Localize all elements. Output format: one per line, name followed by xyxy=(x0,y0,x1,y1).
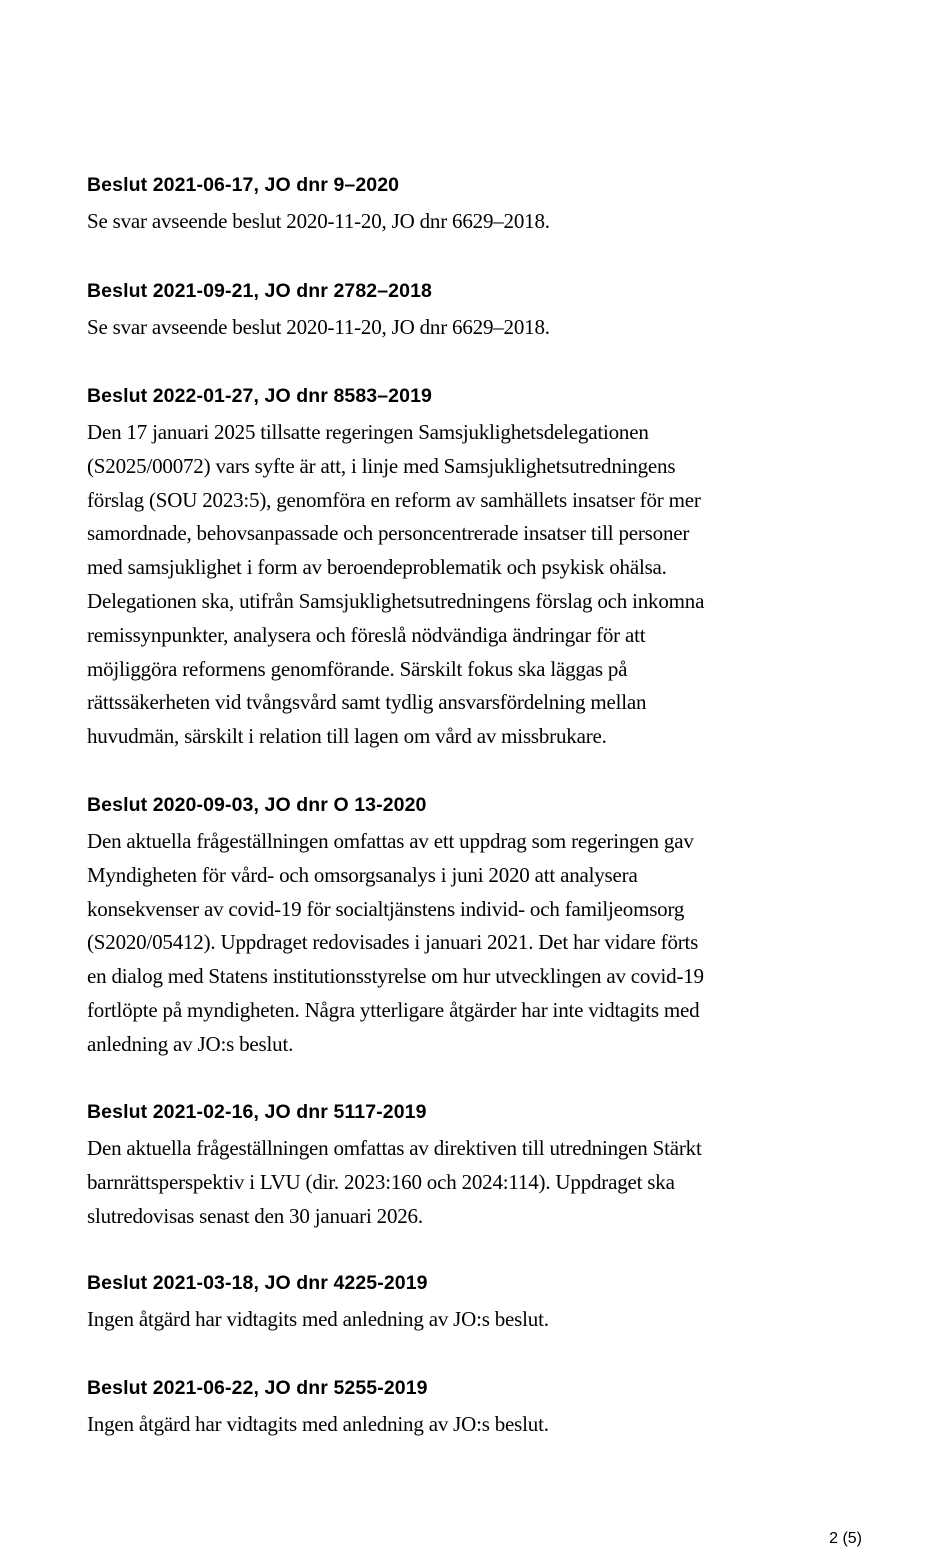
text-line: Myndigheten för vård- och omsorgsanalys i juni 2020 att analysera xyxy=(87,862,638,887)
section-body xyxy=(87,1303,549,1337)
text-line: slutredovisas senast den 30 januari 2026. xyxy=(87,1203,423,1228)
text-line: (S2025/00072) vars syfte är att, i linje med Samsjuklighetsutredningens xyxy=(87,453,676,478)
text-line: Ingen åtgärd har vidtagits med anledning av JO:s beslut. xyxy=(87,1307,549,1331)
text-line: barnrättsperspektiv i LVU (dir. 2023:160 och 2024:114). Uppdraget ska xyxy=(87,1169,675,1194)
text-line: fortlöpte på myndigheten. Några ytterligare åtgärder har inte vidtagits med xyxy=(87,997,700,1022)
decision-section xyxy=(87,1098,702,1233)
text-line: möjliggöra reformens genomförande. Särskilt fokus ska läggas på xyxy=(87,656,628,681)
text-line: Den aktuella frågeställningen omfattas av direktiven till utredningen Stärkt xyxy=(87,1136,702,1160)
section-heading: Beslut 2022-01-27, JO dnr 8583–2019 xyxy=(87,385,432,407)
section-heading: Beslut 2021-06-17, JO dnr 9–2020 xyxy=(87,174,400,196)
text-line: Den 17 januari 2025 tillsatte regeringen Samsjuklighetsdelegationen xyxy=(87,420,649,444)
text-line: Se svar avseende beslut 2020-11-20, JO dnr 6629–2018. xyxy=(87,209,550,233)
decision-section xyxy=(87,382,704,754)
section-body xyxy=(87,1408,549,1442)
decision-section xyxy=(87,1374,549,1442)
text-line: med samsjuklighet i form av beroendeproblematik och psykisk ohälsa. xyxy=(87,555,667,580)
text-line: Ingen åtgärd har vidtagits med anledning av JO:s beslut. xyxy=(87,1412,549,1436)
text-line: anledning av JO:s beslut. xyxy=(87,1031,294,1056)
decision-section xyxy=(87,171,550,239)
section-heading: Beslut 2021-06-22, JO dnr 5255-2019 xyxy=(87,1377,428,1399)
text-line: huvudmän, särskilt i relation till lagen om vård av missbrukare. xyxy=(87,724,607,749)
text-line: rättssäkerheten vid tvångsvård samt tydlig ansvarsfördelning mellan xyxy=(87,690,647,715)
decision-section xyxy=(87,791,704,1062)
text-line: en dialog med Statens institutionsstyrelse om hur utvecklingen av covid-19 xyxy=(87,964,704,989)
text-line: samordnade, behovsanpassade och personcentrerade insatser till personer xyxy=(87,521,690,546)
section-body xyxy=(87,416,704,754)
section-heading: Beslut 2021-02-16, JO dnr 5117-2019 xyxy=(87,1101,427,1123)
section-heading: Beslut 2020-09-03, JO dnr O 13-2020 xyxy=(87,794,427,816)
text-line: remissynpunkter, analysera och föreslå nödvändiga ändringar för att xyxy=(87,622,646,647)
text-line: (S2020/05412). Uppdraget redovisades i januari 2021. Det har vidare förts xyxy=(87,930,699,955)
section-heading: Beslut 2021-03-18, JO dnr 4225-2019 xyxy=(87,1272,428,1294)
text-line: Se svar avseende beslut 2020-11-20, JO dnr 6629–2018. xyxy=(87,315,550,339)
section-heading: Beslut 2021-09-21, JO dnr 2782–2018 xyxy=(87,280,432,302)
text-line: Den aktuella frågeställningen omfattas av ett uppdrag som regeringen gav xyxy=(87,829,694,853)
section-body xyxy=(87,205,550,239)
section-body xyxy=(87,1132,702,1233)
section-body xyxy=(87,311,550,345)
decision-section xyxy=(87,1269,549,1337)
decision-section xyxy=(87,277,550,345)
text-line: förslag (SOU 2023:5), genomföra en reform av samhällets insatser för mer xyxy=(87,487,701,512)
text-line: konsekvenser av covid-19 för socialtjänstens individ- och familjeomsorg xyxy=(87,896,685,921)
section-body xyxy=(87,825,704,1062)
text-line: Delegationen ska, utifrån Samsjuklighetsutredningens förslag och inkomna xyxy=(87,588,705,613)
page-number: 2 (5) xyxy=(829,1530,862,1547)
